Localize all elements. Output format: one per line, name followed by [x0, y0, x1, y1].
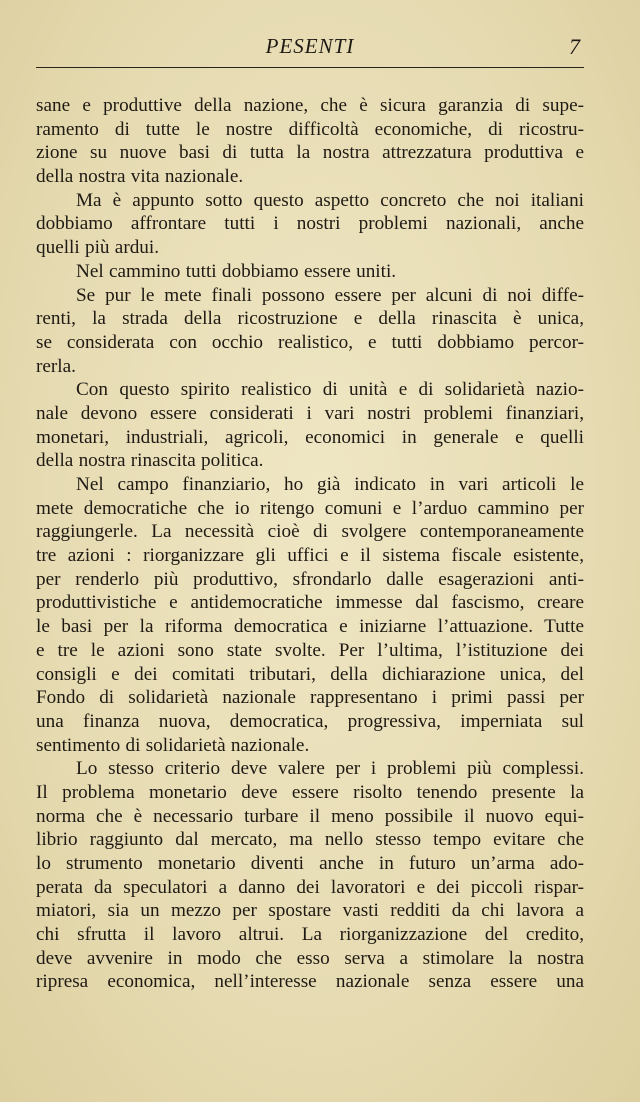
text-line: sane e produttive della nazione, che è sicura garanzia di supe- — [36, 95, 584, 116]
text-line: se considerata con occhio realistico, e tutti dobbiamo percor- — [36, 331, 584, 353]
text-line: della nostra rinascita politica. — [36, 450, 264, 472]
text-line: raggiungerle. La necessità cioè di svolgere contemporaneamente — [36, 521, 584, 543]
text-line: monetari, industriali, agricoli, economici in generale e quelli — [36, 426, 584, 448]
text-line: mete democratiche che io ritengo comuni e l’arduo cammino per — [36, 497, 584, 519]
body-text — [36, 94, 584, 994]
header-rule — [36, 67, 584, 68]
text-line: le basi per la riforma democratica e iniziarne l’attuazione. Tutte — [36, 616, 584, 638]
text-line: lo strumento monetario diventi anche in futuro un’arma ado- — [36, 853, 584, 874]
text-line: Con questo spirito realistico di unità e di solidarietà nazio- — [76, 379, 584, 401]
text-line: produttivistiche e antidemocratiche immesse dal fascismo, creare — [36, 592, 584, 614]
text-line: per renderlo più produttivo, sfrondarlo dalle esagerazioni anti- — [36, 568, 584, 590]
text-line: librio raggiunto dal mercato, ma nello stesso tempo evitare che — [36, 829, 584, 851]
text-line: quelli più ardui. — [36, 237, 160, 259]
text-line: zione su nuove basi di tutta la nostra attrezzatura produttiva e — [36, 142, 584, 164]
running-title: PESENTI — [265, 34, 355, 58]
text-line: una finanza nuova, democratica, progressiva, imperniata sul — [36, 710, 584, 732]
text-line: Nel campo finanziario, ho già indicato in vari articoli le — [76, 474, 584, 495]
text-line: della nostra vita nazionale. — [36, 166, 244, 188]
text-line: renti, la strada della ricostruzione e della rinascita è unica, — [36, 308, 584, 330]
text-line: chi sfrutta il lavoro altrui. La riorganizzazione del credito, — [36, 924, 584, 946]
text-line: Fondo di solidarietà nazionale rappresentano i primi passi per — [36, 687, 584, 709]
text-line: perata da speculatori a danno dei lavoratori e dei piccoli rispar- — [36, 876, 584, 898]
text-line: ripresa economica, nell’interesse nazionale senza essere una — [36, 971, 584, 993]
text-line: norma che è necessario turbare il meno possibile il nuovo equi- — [36, 805, 584, 827]
text-line: Lo stesso criterio deve valere per i problemi più complessi. — [76, 758, 584, 780]
running-header — [36, 34, 584, 68]
text-line: dobbiamo affrontare tutti i nostri problemi nazionali, anche — [36, 213, 584, 235]
page-number: 7 — [569, 34, 580, 59]
text-line: Ma è appunto sotto questo aspetto concreto che noi italiani — [76, 189, 584, 211]
text-line: Il problema monetario deve essere risolto tenendo presente la — [36, 781, 584, 803]
text-line: ramento di tutte le nostre difficoltà economiche, di ricostru- — [36, 118, 584, 140]
text-line: miatori, sia un mezzo per spostare vasti redditi da chi lavora a — [36, 900, 584, 922]
text-line: nale devono essere considerati i vari nostri problemi finanziari, — [36, 402, 584, 424]
text-line: Nel cammino tutti dobbiamo essere uniti. — [76, 260, 397, 282]
text-line: sentimento di solidarietà nazionale. — [36, 734, 310, 756]
text-line: rerla. — [36, 355, 76, 377]
text-line: consigli e dei comitati tributari, della dichiarazione unica, del — [36, 663, 584, 685]
text-line: deve avvenire in modo che esso serva a stimolare la nostra — [36, 947, 584, 969]
text-line: tre azioni : riorganizzare gli uffici e il sistema fiscale esistente, — [36, 545, 584, 567]
text-line: e tre le azioni sono state svolte. Per l’ultima, l’istituzione dei — [36, 639, 584, 661]
text-line: Se pur le mete finali possono essere per alcuni di noi diffe- — [76, 284, 584, 306]
